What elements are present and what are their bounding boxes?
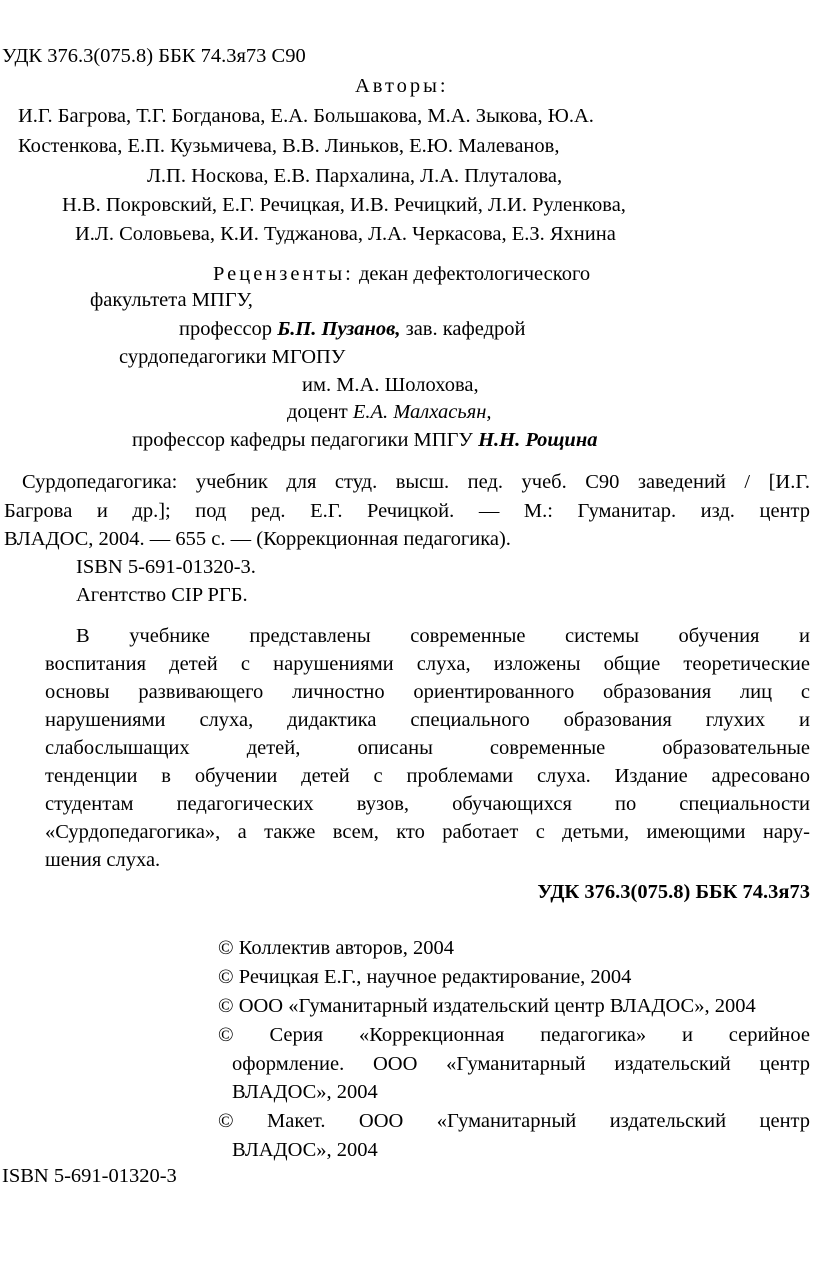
authors-line: Костенкова, Е.П. Кузьмичева, В.В. Линьков, Е.Ю. Малеванов, [18,135,560,157]
reviewer-2-rank: доцент [287,401,353,423]
annotation-line: студентам педагогических вузов, обучающихся по специальности [45,793,810,815]
reviewer-2-line [287,400,492,425]
authors-line: И.Г. Багрова, Т.Г. Богданова, Е.А. Большакова, М.А. Зыкова, Ю.А. [18,105,594,127]
reviewer-1-name: Б.П. Пузанов, [277,318,401,340]
udk-bbk-header: УДК 376.3(075.8) ББК 74.3я73 С90 [2,45,306,67]
udk-bbk-bold: УДК 376.3(075.8) ББК 74.3я73 [537,881,810,903]
bibliography-isbn: ISBN 5-691-01320-3. [76,556,256,578]
reviewer-1-faculty: факультета МПГУ, [90,289,253,311]
reviewer-1-title: декан дефектологического [359,263,591,285]
bibliography-agency: Агентство CIP РГБ. [76,584,248,606]
bibliography-line: Сурдопедагогика: учебник для студ. высш. пед. учеб. С90 заведений / [И.Г. [22,471,810,493]
annotation-line: «Сурдопедагогика», а также всем, кто работает с детьми, имеющими нару- [45,821,810,843]
authors-label: Авторы: [355,75,449,97]
copyright-series-line: оформление. ООО «Гуманитарный издательский центр [232,1053,810,1075]
annotation-line: нарушениями слуха, дидактика специального образования глухих и [45,709,810,731]
annotation-last-line: шения слуха. [45,849,161,871]
copyright-series-line: ВЛАДОС», 2004 [232,1081,378,1103]
bibliography-line: ВЛАДОС, 2004. — 655 с. — (Коррекционная педагогика). [4,528,511,550]
reviewers-label: Рецензенты: [213,263,354,285]
annotation-line: слабослышащих детей, описаны современные образовательные [45,737,810,759]
isbn-footer: ISBN 5-691-01320-3 [2,1165,177,1187]
reviewers-line [213,262,590,287]
reviewer-3-title: профессор кафедры педагогики МПГУ [132,429,479,451]
copyright-line: © ООО «Гуманитарный издательский центр ВЛАДОС», 2004 [218,995,756,1017]
annotation-line: тенденции в обучении детей с проблемами слуха. Издание адресовано [45,765,810,787]
bibliography-line: Багрова и др.]; под ред. Е.Г. Речицкой. — М.: Гуманитар. изд. центр [4,500,810,522]
reviewer-2-name: Е.А. Малхасьян, [352,401,492,423]
authors-line: Н.В. Покровский, Е.Г. Речицкая, И.В. Речицкий, Л.И. Руленкова, [62,194,626,216]
reviewer-1-rank: профессор [179,318,278,340]
reviewer-2-title: зав. кафедрой [400,318,526,340]
reviewer-3-name: Н.Н. Рощина [478,429,598,451]
authors-line: И.Л. Соловьева, К.И. Туджанова, Л.А. Черкасова, Е.З. Яхнина [75,223,616,245]
copyright-layout-line: © Макет. ООО «Гуманитарный издательский центр [218,1110,810,1132]
annotation-line: воспитания детей с нарушениями слуха, изложены общие теоретические [45,653,810,675]
annotation-line: основы развивающего личностно ориентированного образования лиц с [45,681,810,703]
reviewer-2-department: сурдопедагогики МГОПУ [119,346,346,368]
copyright-layout-line: ВЛАДОС», 2004 [232,1139,378,1161]
copyright-line: © Речицкая Е.Г., научное редактирование, 2004 [218,966,632,988]
copyright-series-line: © Серия «Коррекционная педагогика» и серийное [218,1024,810,1046]
reviewer-1-line [179,317,525,342]
copyright-line: © Коллектив авторов, 2004 [218,937,454,959]
reviewer-2-university: им. М.А. Шолохова, [302,374,479,396]
reviewer-3-line [132,428,597,453]
annotation-line: В учебнике представлены современные системы обучения и [76,625,810,647]
authors-line: Л.П. Носкова, Е.В. Пархалина, Л.А. Плуталова, [147,165,563,187]
